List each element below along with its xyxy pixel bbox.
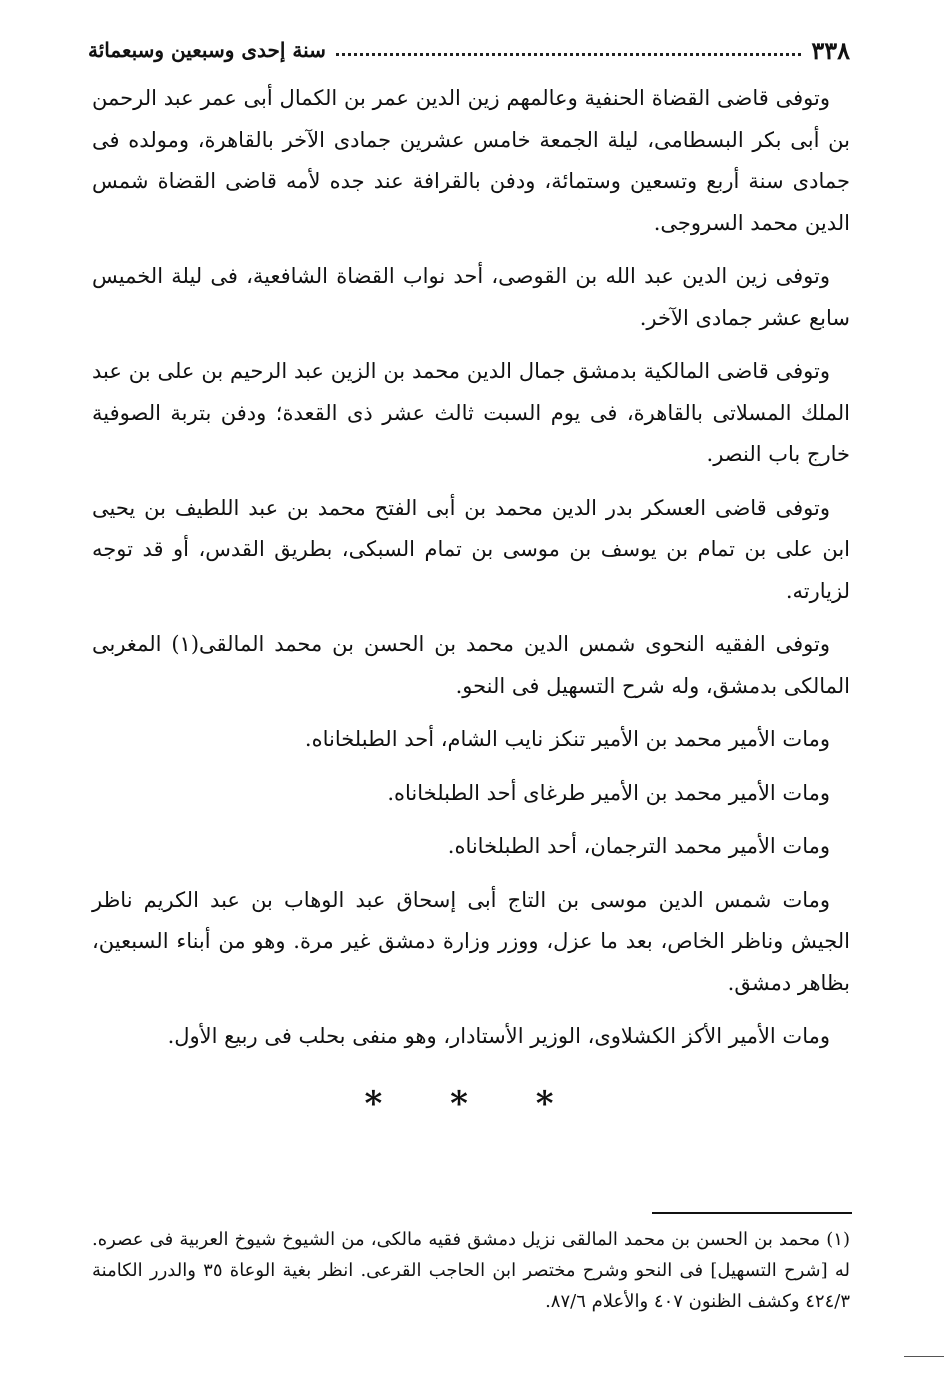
paragraph: وتوفى الفقيه النحوى شمس الدين محمد بن الحسن بن محمد المالقى(١) المغربى المالكى بدمشق، وله شرح التسهيل فى النحو. (92, 632, 850, 698)
section-break-stars: * * * (364, 1084, 582, 1124)
page-edge-mark (904, 1356, 944, 1357)
footnote: (١) محمد بن الحسن بن محمد المالقى نزيل دمشق فقيه مالكى، من الشيوخ شيوخ العربية فى عصره. له [شرح التسهيل] فى النحو وشرح مختصر ابن الحاجب القرعى. انظر بغية الوعاة ٣٥ والدرر الكامنة ٤٢٤/٣ وكشف الظنون ٤٠٧ والأعلام ٨٧/٦. (92, 1229, 851, 1312)
main-text (92, 78, 850, 1070)
paragraph: ومات الأمير محمد بن الأمير تنكز نايب الشام، أحد الطبلخاناه. (304, 727, 830, 751)
paragraph: وتوفى زين الدين عبد الله بن القوصى، أحد نواب القضاة الشافعية، فى ليلة الخميس سابع عشر جمادى الآخر. (92, 264, 850, 330)
paragraph: ومات الأمير الأكز الكشلاوى، الوزير الأستادار، وهو منفى بحلب فى ربيع الأول. (167, 1024, 830, 1048)
footnotes (92, 1224, 850, 1317)
paragraph: ومات الأمير محمد الترجمان، أحد الطبلخاناه. (447, 834, 830, 858)
paragraph: ومات شمس الدين موسى بن التاج أبى إسحاق عبد الوهاب بن عبد الكريم ناظر الجيش وناظر الخاص، بعد ما عزل، ووزر وزارة دمشق غير مرة. وهو من أبناء السبعين، بظاهر دمشق. (92, 887, 850, 995)
paragraph: ومات الأمير محمد بن الأمير طرغاى أحد الطبلخاناه. (387, 780, 830, 805)
header-dot-leader (336, 53, 801, 56)
paragraph: وتوفى قاضى العسكر بدر الدين محمد بن أبى الفتح محمد بن عبد اللطيف بن يحيى ابن على بن تمام بن يوسف بن موسى بن تمام السبكى، بطريق القدس، أو قد توجه لزيارته. (92, 495, 850, 603)
footnote-separator (652, 1212, 852, 1214)
page-header (88, 32, 850, 68)
paragraph: وتوفى قاضى المالكية بدمشق جمال الدين محمد بن الزين عبد الرحيم بن على بن عبد الملك المسلاتى بالقاهرة، فى يوم السبت ثالث عشر ذى القعدة؛ ودفن بتربة الصوفية خارج باب النصر. (92, 359, 850, 466)
running-title: سنة إحدى وسبعين وسبعمائة (88, 38, 326, 62)
page-number: ٣٣٨ (811, 35, 850, 65)
paragraph: وتوفى قاضى القضاة الحنفية وعالمهم زين الدين عمر بن الكمال أبى عمر عبد الرحمن بن أبى بكر البسطامى، ليلة الجمعة خامس عشرين جمادى الآخر بالقاهرة، ومولده فى جمادى سنة أربع وتسعين وستمائة، ودفن بالقرافة عند جده لأمه قاضى القضاة شمس الدين محمد السروجى. (92, 86, 850, 235)
